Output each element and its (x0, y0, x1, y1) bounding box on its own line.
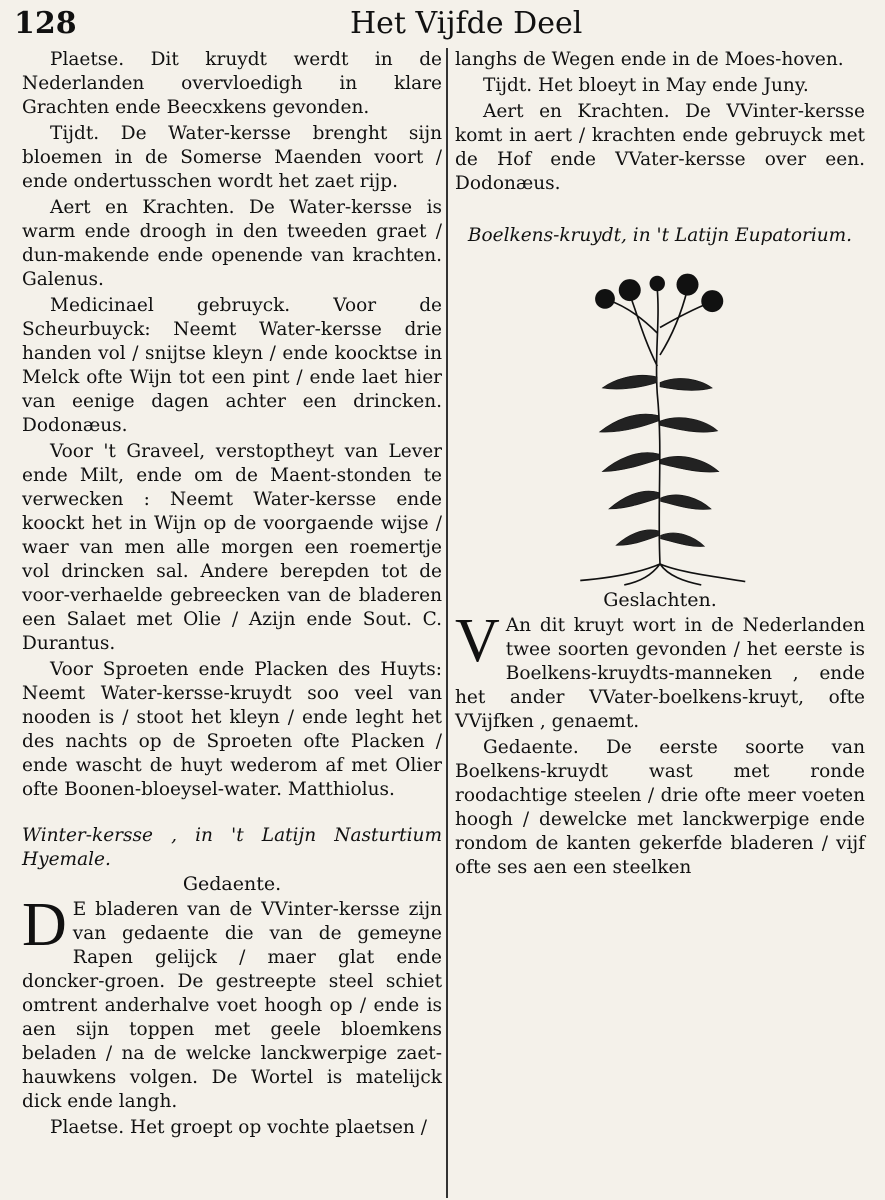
section-title-winter-kersse: Winter-kersse , in 't Latijn Nasturtium Hyemale. (22, 825, 442, 870)
column-divider (446, 48, 448, 1198)
paragraph: Aert en Krachten. De Water-kersse is warm ende droogh in den tweeden graet / dun-makende ende openende van krachten. Galenus. (22, 197, 442, 290)
paragraph: Aert en Krachten. De VVinter-kersse komt in aert / krachten ende gebruyck met de Hof ende VVater-kersse over een. Dodonæus. (455, 101, 865, 194)
paragraph: Plaetse. Het groept op vochte plaetsen / (50, 1117, 427, 1138)
left-column (22, 46, 442, 1140)
running-title: Het Vijfde Deel (350, 6, 583, 41)
paragraph: Voor 't Graveel, verstoptheyt van Lever ende Milt, ende om de Maent-stonden te verwecken : Neemt Water-kersse ende koockt het in Wijn op de voorgaende wijse / waer van men alle morgen een roemertje vol drincken sal. Andere berepden tot de voor-verhaelde gebreecken van de bladeren een Salaet met Olie / Azijn ende Sout. C. Durantus. (22, 441, 442, 654)
paragraph: Plaetse. Dit kruydt werdt in de Nederlanden overvloedigh in klare Grachten ende Beecxkens gevonden. (22, 49, 442, 118)
page-number: 128 (14, 6, 77, 41)
eupatorium-plant-illustration (455, 256, 865, 586)
dropcap-letter: D (22, 891, 67, 959)
page-header (0, 4, 885, 44)
paragraph: Tijdt. De Water-kersse brenght sijn bloemen in de Somerse Maenden voort / ende ondertusschen wordt het zaet rijp. (22, 123, 442, 192)
paragraph: Medicinael gebruyck. Voor de Scheurbuyck: Neemt Water-kersse drie handen vol / snijtse kleyn / ende koocktse in Melck ofte Wijn tot een pint / ende laet hier van eenige dagen achter een drincken. Dodonæus. (22, 295, 442, 436)
paragraph: langhs de Wegen ende in de Moes-hoven. (455, 49, 844, 70)
paragraph: E bladeren van de VVinter-kersse zijn van gedaente die van de gemeyne Rapen gelijck / maer glat ende doncker-groen. De gestreepte steel schiet omtrent anderhalve voet hoogh op / ende is aen sijn toppen met geele bloemkens beladen / na de welcke lanckwerpige zaet-hauwkens volgen. De Wortel is matelijck dick ende langh. (22, 899, 442, 1112)
section-title-boelkens-kruydt: Boelkens-kruydt, in 't Latijn Eupatorium. (467, 225, 853, 246)
paragraph: Tijdt. Het bloeyt in May ende Juny. (483, 75, 809, 96)
plant-woodcut-svg (455, 256, 865, 586)
section-subheading: Gedaente. (182, 873, 282, 895)
illustration-caption: Geslachten. (603, 589, 717, 611)
right-column (455, 46, 865, 880)
paragraph: An dit kruyt wort in de Nederlanden twee soorten gevonden / het eerste is Boelkens-kruydts-manneken , ende het ander VVater-boelkens-kruyt, ofte VVijfken , genaemt. (455, 615, 865, 732)
paragraph: Voor Sproeten ende Placken des Huyts: Neemt Water-kersse-kruydt soo veel van nooden is / stoot het kleyn / ende leght het des nachts op de Sproeten ofte Placken / ende wascht de huyt wederom af met Olier ofte Boonen-bloeysel-water. Matthiolus. (22, 659, 442, 800)
dropcap-letter: V (455, 607, 500, 675)
paragraph: Gedaente. De eerste soorte van Boelkens-kruydt wast met ronde roodachtige steelen / drie ofte meer voeten hoogh / dewelcke met lanckwerpige ende rondom de kanten gekerfde bladeren / vijf ofte ses aen een steelken (455, 737, 865, 878)
